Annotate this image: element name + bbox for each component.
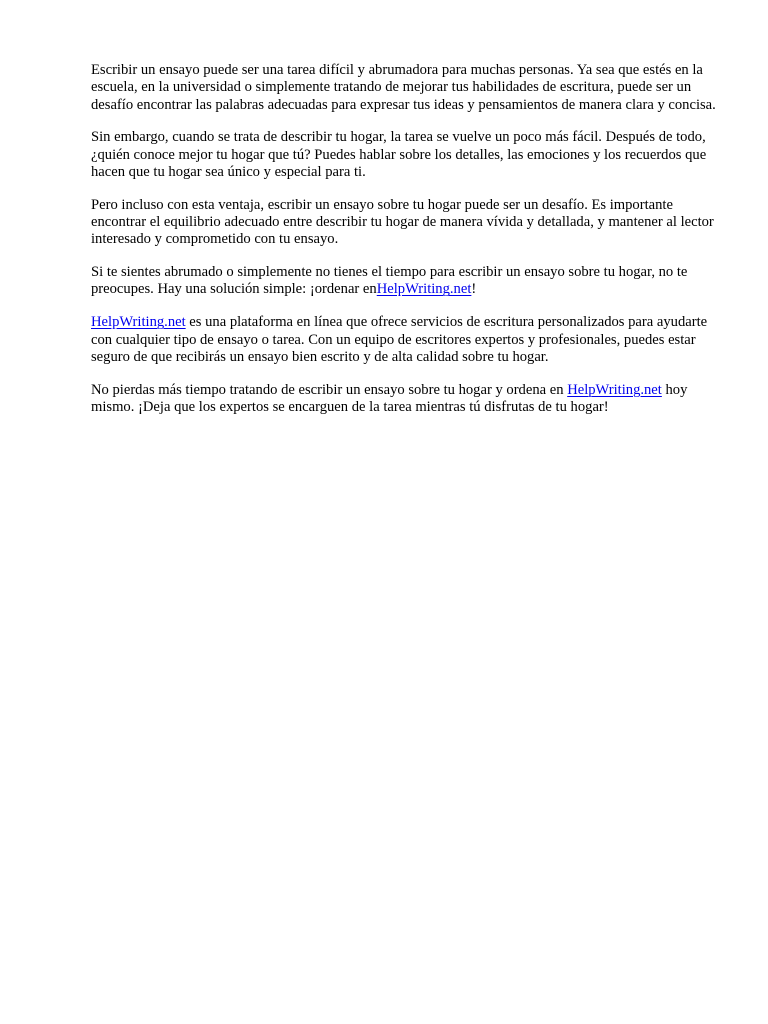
helpwriting-link[interactable]: HelpWriting.net — [376, 281, 472, 298]
paragraph-describe-home: Sin embargo, cuando se trata de describir tu hogar, la tarea se vuelve un poco más fácil. Después de todo, ¿quién conoce mejor tu hogar que tú? Puedes hablar sobre los detalles, las emociones y los recuerdos que hacen que tu hogar sea único y especial para ti. — [91, 129, 707, 180]
paragraph-platform — [91, 314, 727, 366]
helpwriting-link[interactable]: HelpWriting.net — [567, 381, 662, 398]
paragraph-solution-end: ! — [471, 281, 477, 298]
paragraph-intro: Escribir un ensayo puede ser una tarea difícil y abrumadora para muchas personas. Ya sea que estés en la escuela, en la universidad o simplemente tratando de mejorar tus habilidades de escritura, puede ser un desafío encontrar las palabras adecuadas para expresar tus ideas y pensamientos de manera clara y concisa. — [91, 62, 716, 113]
document-page — [91, 62, 727, 432]
paragraph-solution — [91, 264, 727, 299]
paragraph-call-to-action — [91, 382, 727, 417]
helpwriting-link[interactable]: HelpWriting.net — [91, 314, 186, 331]
paragraph-cta-text: No pierdas más tiempo tratando de escribir un ensayo sobre tu hogar y ordena en — [91, 381, 568, 398]
paragraph-platform-text: es una plataforma en línea que ofrece servicios de escritura personalizados para ayudarte con cualquier tipo de ensayo o tarea. Con un equipo de escritores expertos y profesionales, puedes estar seguro de que recibirás un ensayo bien escrito y de alta calidad sobre tu hogar. — [91, 314, 708, 365]
paragraph-cta-end: hoy mismo. ¡Deja que los expertos se encarguen de la tarea mientras tú disfrutas de tu hogar! — [91, 381, 688, 415]
paragraph-solution-text: Si te sientes abrumado o simplemente no tienes el tiempo para escribir un ensayo sobre tu hogar, no te preocupes. Hay una solución simple: ¡ordenar en — [91, 264, 688, 298]
paragraph-challenge: Pero incluso con esta ventaja, escribir un ensayo sobre tu hogar puede ser un desafío. Es importante encontrar el equilibrio adecuado entre describir tu hogar de manera vívida y detallada, y mantener al lector interesado y comprometido con tu ensayo. — [91, 196, 714, 248]
